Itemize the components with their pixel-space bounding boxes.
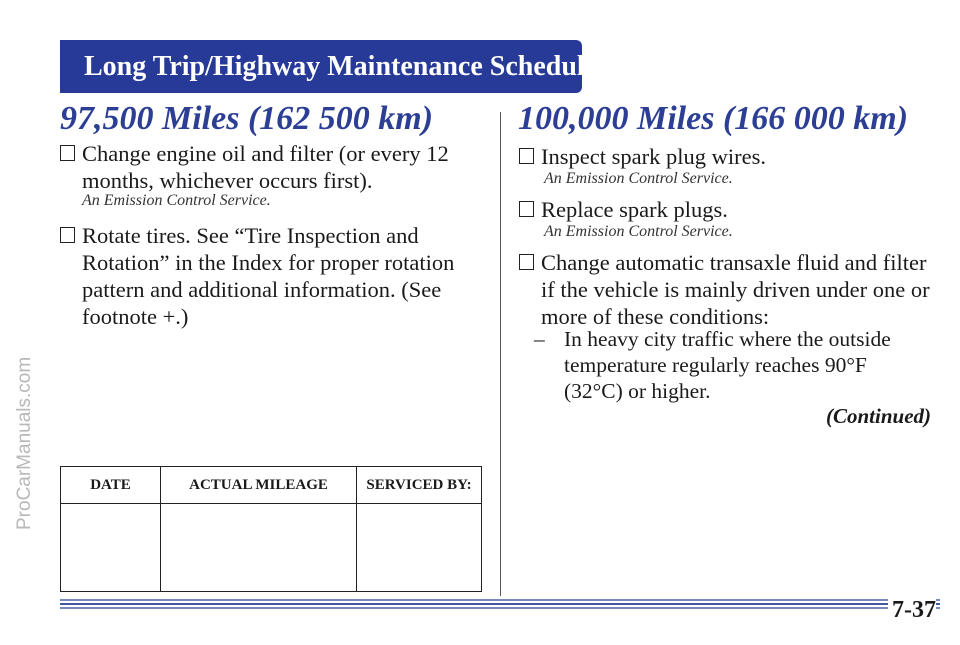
- checklist-item-text: Change automatic transaxle fluid and filter if the vehicle is mainly driven under one or more of these conditions:: [541, 250, 930, 329]
- column-header-mileage: ACTUAL MILEAGE: [161, 467, 357, 504]
- condition-text: In heavy city traffic where the outside temperature regularly reaches 90°F (32°C) or higher.: [564, 327, 891, 403]
- checklist-item-text: Rotate tires. See “Tire Inspection and Rotation” in the Index for proper rotation pattern and additional information. (See footnote +.): [82, 223, 455, 329]
- checkbox-icon: [519, 201, 534, 217]
- checklist-item-oil-filter: [60, 140, 460, 194]
- checkbox-icon: [60, 227, 75, 243]
- mileage-cell[interactable]: [161, 504, 357, 592]
- left-mileage-heading: 97,500 Miles (162 500 km): [60, 100, 434, 137]
- service-log-table: [60, 466, 482, 592]
- checkbox-icon: [519, 254, 534, 270]
- column-divider: [500, 112, 501, 596]
- dash-bullet: –: [534, 327, 545, 351]
- checklist-item-text: Change engine oil and filter (or every 12 months, whichever occurs first).: [82, 141, 449, 193]
- checkbox-icon: [60, 145, 75, 161]
- checklist-item-text: Replace spark plugs.: [541, 197, 728, 222]
- column-header-serviced-by: SERVICED BY:: [357, 467, 482, 504]
- emission-note: An Emission Control Service.: [544, 170, 733, 187]
- checklist-item-rotate-tires: [60, 222, 490, 330]
- right-mileage-heading: 100,000 Miles (166 000 km): [518, 100, 909, 137]
- footer-rule-lines: [60, 598, 940, 612]
- column-header-date: DATE: [61, 467, 161, 504]
- condition-item: [534, 326, 919, 404]
- serviced-by-cell[interactable]: [357, 504, 482, 592]
- page-number: 7-37: [888, 597, 936, 624]
- emission-note: An Emission Control Service.: [82, 192, 271, 209]
- section-title-bar: [60, 40, 598, 93]
- continued-label: (Continued): [826, 404, 932, 428]
- date-cell[interactable]: [61, 504, 161, 592]
- checklist-item-text: Inspect spark plug wires.: [541, 144, 766, 169]
- checklist-item-spark-plug-wires: [519, 143, 929, 170]
- checkbox-icon: [519, 148, 534, 164]
- service-log-entry-row: [61, 504, 482, 592]
- section-title: Long Trip/Highway Maintenance Schedule: [84, 51, 598, 82]
- checklist-item-spark-plugs: [519, 196, 929, 223]
- checklist-item-transaxle-fluid: [519, 249, 939, 330]
- emission-note: An Emission Control Service.: [544, 223, 733, 240]
- watermark-text: ProCarManuals.com: [14, 356, 35, 530]
- service-log-header-row: [61, 467, 482, 504]
